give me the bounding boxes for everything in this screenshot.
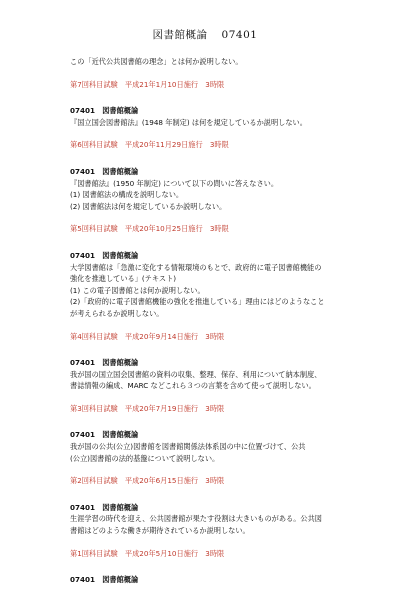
question-line: 我が国の公共(公立)図書館を図書館関係法体系図の中に位置づけて、公共 <box>70 442 306 452</box>
question-line: 我が国の国立国会図書館の資料の収集、整理、保存、利用について納本制度、 <box>70 369 322 379</box>
exam-section <box>70 403 370 475</box>
exam-heading: 第4回科目試験 平成20年9月14日施行 3時限 <box>70 331 225 341</box>
question-line: (2)「政府的に電子図書館機能の強化を推進している」理由にはどのようなこと <box>70 297 325 307</box>
exam-section <box>70 331 370 403</box>
question-line: 『図書館法』(1950 年制定) について以下の問いに答えなさい。 <box>70 178 279 188</box>
title-code: 07401 <box>221 29 258 41</box>
exam-heading: 第1回科目試験 平成20年5月10日施行 3時限 <box>70 548 225 558</box>
exam-heading: 第3回科目試験 平成20年7月19日施行 3時限 <box>70 403 225 413</box>
question-line: (1) この電子図書館とは何か説明しない。 <box>70 285 205 295</box>
question-line: が考えられるか説明しない。 <box>70 308 164 318</box>
exam-section <box>70 79 370 140</box>
exam-section <box>70 139 370 223</box>
exam-section <box>70 223 370 330</box>
course-heading: 07401 図書館概論 <box>70 166 139 176</box>
course-heading: 07401 図書館概論 <box>70 502 139 512</box>
question-line: 書誌情報の編成、MARC などこれら３つの言葉を含めて使って説明しない。 <box>70 381 316 391</box>
course-heading: 07401 図書館概論 <box>70 430 139 440</box>
exam-heading: 第6回科目試験 平成20年11月29日施行 3時限 <box>70 140 229 150</box>
title-text: 図書館概論 <box>152 29 208 41</box>
page-title <box>0 27 410 42</box>
exam-section <box>70 475 370 547</box>
question-line: 強化を推進している」(テキスト) <box>70 274 177 284</box>
course-heading: 07401 図書館概論 <box>70 106 139 116</box>
course-heading: 07401 図書館概論 <box>70 575 139 585</box>
question-line: (1) 図書館法の構成を説明しない。 <box>70 190 184 200</box>
exam-heading: 第2回科目試験 平成20年6月15日施行 3時限 <box>70 476 225 486</box>
question-line: (2) 図書館法は何を規定しているか説明しない。 <box>70 201 227 211</box>
intro-question: この「近代公共図書館の理念」とは何か説明しない。 <box>70 57 243 66</box>
question-line: 書館はどのような働きが期待されているか説明しない。 <box>70 526 250 536</box>
course-heading: 07401 図書館概論 <box>70 250 139 260</box>
course-heading: 07401 図書館概論 <box>70 358 139 368</box>
question-line: 大学図書館は「急激に変化する情報環境のもとで、政府的に電子図書館機能の <box>70 262 322 272</box>
document-content <box>70 56 370 597</box>
exam-heading: 第5回科目試験 平成20年10月25日施行 3時限 <box>70 224 229 234</box>
question-line: 生涯学習の時代を迎え、公共図書館が果たす役割は大きいものがある。公共図 <box>70 514 322 524</box>
question-line: 『国立国会図書館法』(1948 年制定) は何を規定しているか説明しない。 <box>70 117 307 127</box>
exam-heading: 第7回科目試験 平成21年1月10日施行 3時限 <box>70 79 225 89</box>
exam-section <box>70 548 370 597</box>
exam-sections <box>70 79 370 597</box>
question-line: (公立)図書館の法的基盤について説明しない。 <box>70 453 220 463</box>
